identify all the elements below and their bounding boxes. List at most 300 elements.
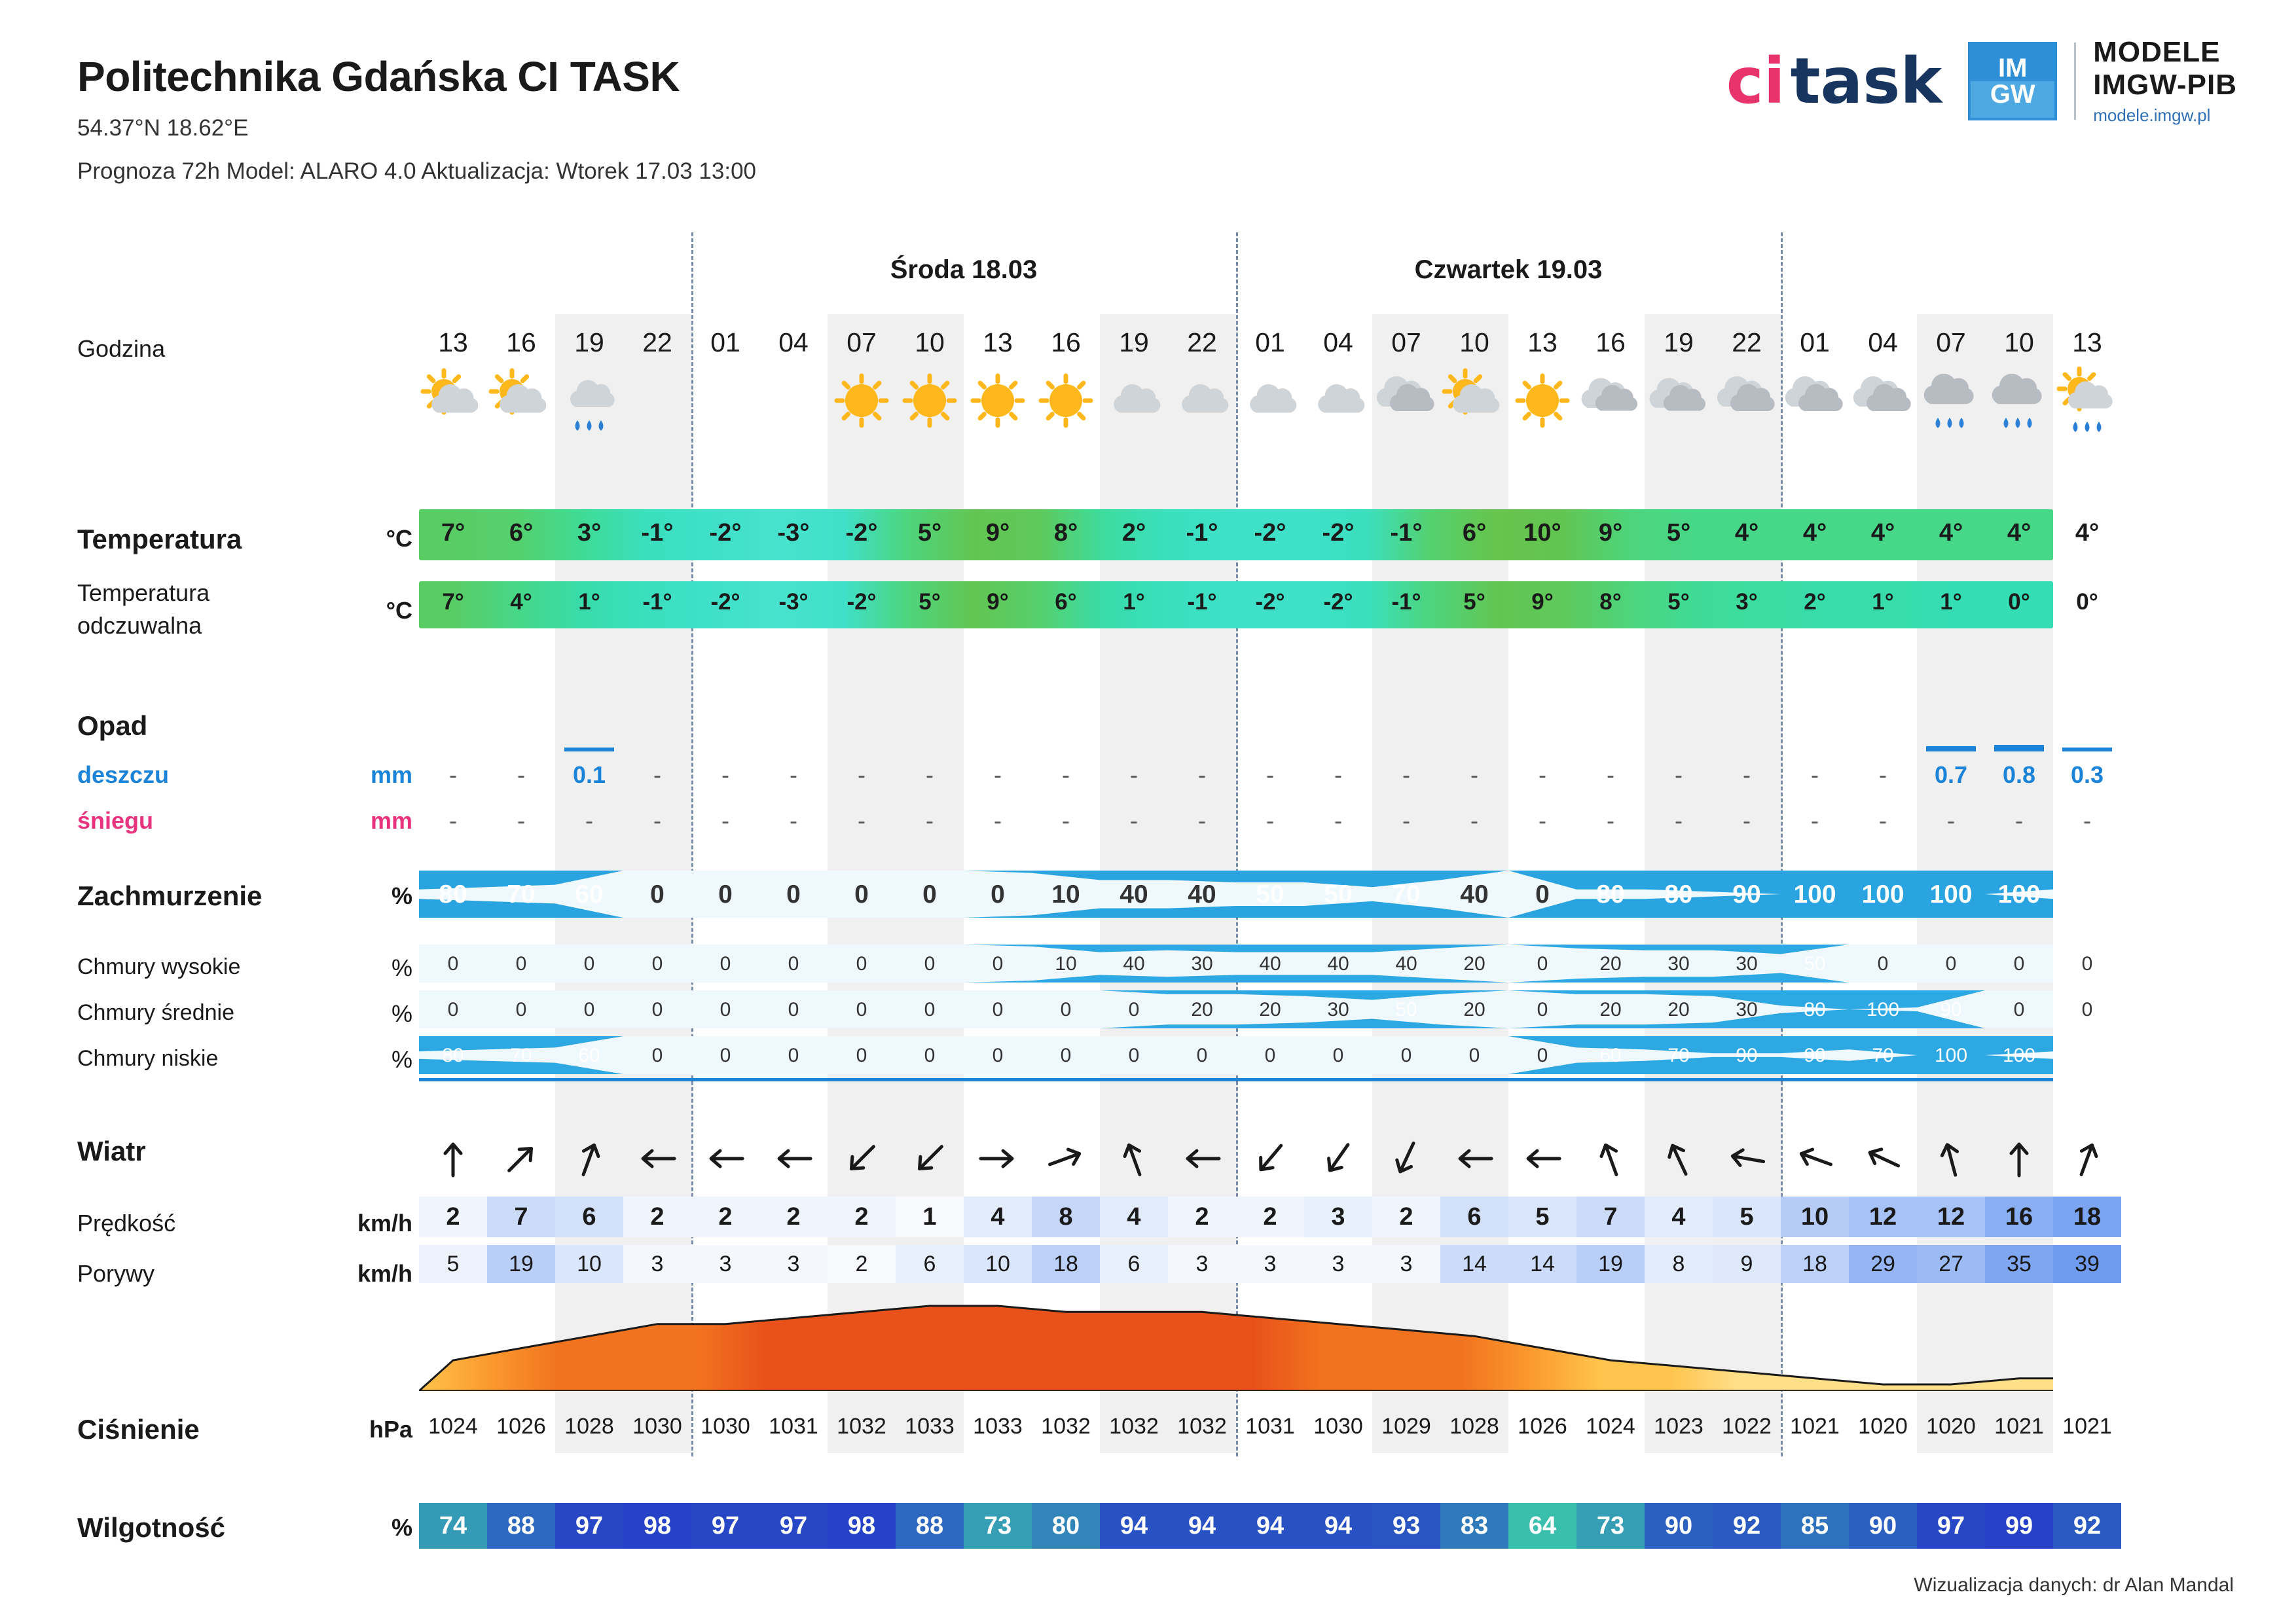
task-logo-text: task bbox=[1790, 44, 1942, 118]
humidity-value: 94 bbox=[1168, 1503, 1236, 1549]
apparent-temperature-value: 5° bbox=[1667, 589, 1690, 615]
cloud-low-value: 0 bbox=[1400, 1045, 1412, 1066]
temperature-value: 4° bbox=[1734, 519, 1759, 547]
weather-icon bbox=[487, 367, 555, 439]
temperature-value: 9° bbox=[1598, 519, 1623, 547]
apparent-temperature-value: 2° bbox=[1804, 589, 1826, 615]
rain-value: 0.1 bbox=[572, 761, 606, 788]
wind-gust-value: 3 bbox=[691, 1245, 759, 1283]
pressure-value: 1032 bbox=[1041, 1414, 1091, 1439]
cloud-cover-value: 80 bbox=[439, 880, 467, 909]
cloud-cover-value: 0 bbox=[1535, 880, 1550, 909]
wind-speed-value: 10 bbox=[1781, 1197, 1849, 1237]
unit-cisnienie: hPa bbox=[369, 1416, 412, 1443]
wind-speed-value: 12 bbox=[1849, 1197, 1917, 1237]
rain-bar bbox=[1926, 746, 1976, 751]
wind-direction-arrow bbox=[487, 1132, 555, 1185]
weather-icon bbox=[1781, 367, 1849, 439]
cloud-mid-value: 0 bbox=[788, 999, 799, 1020]
wind-speed-value: 2 bbox=[1372, 1197, 1440, 1237]
cloud-high-value: 40 bbox=[1327, 953, 1349, 975]
pressure-value: 1022 bbox=[1722, 1414, 1772, 1439]
wind-gust-value: 3 bbox=[1372, 1245, 1440, 1283]
wind-gust-value: 3 bbox=[1168, 1245, 1236, 1283]
pressure-value: 1026 bbox=[496, 1414, 546, 1439]
rain-value: 0.8 bbox=[2002, 761, 2036, 788]
cloud-cover-value: 0 bbox=[922, 880, 937, 909]
apparent-temperature-value: 6° bbox=[1055, 589, 1077, 615]
snow-value: - bbox=[1334, 807, 1342, 834]
wind-direction-arrow bbox=[1917, 1132, 1985, 1185]
pressure-value: 1032 bbox=[1109, 1414, 1159, 1439]
pressure-value: 1031 bbox=[1245, 1414, 1295, 1439]
cloud-cover-value: 100 bbox=[1929, 880, 1973, 909]
temperature-value: 10° bbox=[1523, 519, 1561, 547]
label-temperatura-odczuwalna-1: Temperatura bbox=[77, 579, 210, 606]
pressure-value: 1031 bbox=[769, 1414, 818, 1439]
weather-icon bbox=[691, 367, 759, 439]
cloud-high-value: 0 bbox=[992, 953, 1004, 975]
weather-icon bbox=[1713, 367, 1781, 439]
hour-label: 10 bbox=[1459, 327, 1489, 357]
cloud-cover-value: 40 bbox=[1460, 880, 1489, 909]
apparent-temperature-value: -2° bbox=[1255, 589, 1285, 615]
temperature-value: 9° bbox=[985, 519, 1010, 547]
pressure-value: 1030 bbox=[1313, 1414, 1363, 1439]
wind-gust-value: 3 bbox=[759, 1245, 828, 1283]
imgw-logo-line1: IM bbox=[1998, 53, 2028, 82]
weather-icon bbox=[1917, 367, 1985, 439]
wind-direction-arrow bbox=[1440, 1132, 1508, 1185]
rain-value: - bbox=[1198, 761, 1206, 788]
cloud-cover-value: 0 bbox=[718, 880, 733, 909]
apparent-temperature-value: 4° bbox=[510, 589, 532, 615]
cloud-cover-value: 80 bbox=[2073, 880, 2102, 909]
hour-label: 22 bbox=[642, 327, 672, 357]
cloud-high-value: 40 bbox=[1259, 953, 1281, 975]
cloud-high-value: 0 bbox=[720, 953, 731, 975]
cloud-low-value: 80 bbox=[2076, 1045, 2098, 1066]
wind-direction-arrow bbox=[419, 1132, 487, 1185]
wind-direction-arrow bbox=[1645, 1132, 1713, 1185]
label-godzina: Godzina bbox=[77, 335, 166, 362]
humidity-value: 97 bbox=[691, 1503, 759, 1549]
weather-icon bbox=[1849, 367, 1917, 439]
wind-speed-value: 5 bbox=[1713, 1197, 1781, 1237]
cloud-cover-value: 70 bbox=[1392, 880, 1421, 909]
weather-icon bbox=[759, 367, 828, 439]
apparent-temperature-value: 0° bbox=[2008, 589, 2030, 615]
cloud-high-value: 0 bbox=[583, 953, 595, 975]
humidity-value: 97 bbox=[555, 1503, 623, 1549]
wind-speed-value: 1 bbox=[896, 1197, 964, 1237]
wind-direction-arrow bbox=[964, 1132, 1032, 1185]
rain-value: - bbox=[1470, 761, 1478, 788]
hour-label: 01 bbox=[710, 327, 740, 357]
weather-icon bbox=[896, 367, 964, 439]
wind-speed-value: 2 bbox=[1236, 1197, 1304, 1237]
rain-value: - bbox=[1879, 761, 1887, 788]
wind-direction-arrow bbox=[1168, 1132, 1236, 1185]
hour-label: 13 bbox=[438, 327, 468, 357]
temperature-value: 4° bbox=[1802, 519, 1827, 547]
snow-value: - bbox=[926, 807, 934, 834]
temperature-value: -1° bbox=[1390, 519, 1423, 547]
temperature-value: 4° bbox=[2075, 519, 2100, 547]
cloud-mid-value: 0 bbox=[1537, 999, 1548, 1020]
wind-gust-value: 5 bbox=[419, 1245, 487, 1283]
cloud-cover-value: 50 bbox=[1256, 880, 1285, 909]
wind-speed-value: 4 bbox=[1100, 1197, 1168, 1237]
weather-icon bbox=[1985, 367, 2053, 439]
pressure-value: 1023 bbox=[1654, 1414, 1704, 1439]
humidity-value: 74 bbox=[419, 1503, 487, 1549]
apparent-temperature-value: 3° bbox=[1736, 589, 1758, 615]
weather-icon bbox=[1440, 367, 1508, 439]
hour-label: 07 bbox=[847, 327, 877, 357]
label-predkosc: Prędkość bbox=[77, 1210, 176, 1236]
hour-label: 04 bbox=[778, 327, 809, 357]
weather-icon bbox=[419, 367, 487, 439]
humidity-value: 98 bbox=[828, 1503, 896, 1549]
unit-sniegu: mm bbox=[370, 807, 412, 834]
hour-label: 04 bbox=[1868, 327, 1898, 357]
modele-block bbox=[2093, 36, 2237, 126]
wind-direction-arrow bbox=[1100, 1132, 1168, 1185]
apparent-temperature-value: 5° bbox=[919, 589, 941, 615]
temperature-value: 6° bbox=[1462, 519, 1487, 547]
wind-gust-value: 8 bbox=[1645, 1245, 1713, 1283]
cloud-low-value: 70 bbox=[1872, 1045, 1894, 1066]
temperature-value: 4° bbox=[1870, 519, 1895, 547]
pressure-value: 1033 bbox=[973, 1414, 1023, 1439]
wind-gust-value: 18 bbox=[1032, 1245, 1100, 1283]
cloud-mid-value: 0 bbox=[720, 999, 731, 1020]
snow-value: - bbox=[1402, 807, 1410, 834]
humidity-value: 83 bbox=[1440, 1503, 1508, 1549]
weather-icon bbox=[828, 367, 896, 439]
weather-icon bbox=[1508, 367, 1576, 439]
apparent-temperature-value: -1° bbox=[642, 589, 672, 615]
rain-value: - bbox=[1607, 761, 1614, 788]
apparent-temperature-value: 8° bbox=[1599, 589, 1622, 615]
weather-icon bbox=[1236, 367, 1304, 439]
cloud-low-value: 60 bbox=[578, 1045, 600, 1066]
temperature-value: 6° bbox=[509, 519, 534, 547]
cloud-mid-value: 0 bbox=[1128, 999, 1140, 1020]
pressure-value: 1028 bbox=[1449, 1414, 1499, 1439]
snow-value: - bbox=[653, 807, 661, 834]
unit-zachmurzenie: % bbox=[391, 882, 412, 909]
wind-speed-value: 6 bbox=[1440, 1197, 1508, 1237]
snow-value: - bbox=[1130, 807, 1138, 834]
wind-gust-value: 35 bbox=[1985, 1245, 2053, 1283]
cloud-high-value: 0 bbox=[2013, 953, 2025, 975]
wind-speed-value: 4 bbox=[1645, 1197, 1713, 1237]
snow-value: - bbox=[1539, 807, 1546, 834]
wind-speed-value: 7 bbox=[487, 1197, 555, 1237]
wind-gust-value: 6 bbox=[896, 1245, 964, 1283]
apparent-temperature-value: 1° bbox=[578, 589, 600, 615]
cloud-mid-value: 0 bbox=[447, 999, 459, 1020]
cloud-mid-value: 0 bbox=[2013, 999, 2025, 1020]
rain-bar bbox=[1994, 745, 2044, 751]
wind-direction-arrow bbox=[1713, 1132, 1781, 1185]
pressure-value: 1020 bbox=[1858, 1414, 1908, 1439]
cloud-mid-value: 0 bbox=[992, 999, 1004, 1020]
rain-value: - bbox=[1811, 761, 1819, 788]
snow-value: - bbox=[994, 807, 1002, 834]
cloud-low-value: 90 bbox=[1804, 1045, 1826, 1066]
snow-value: - bbox=[1947, 807, 1955, 834]
cloud-high-value: 0 bbox=[651, 953, 663, 975]
cloud-high-value: 0 bbox=[924, 953, 936, 975]
forecast-meta: Prognoza 72h Model: ALARO 4.0 Aktualizacja: Wtorek 17.03 13:00 bbox=[77, 158, 757, 184]
cloud-high-value: 0 bbox=[1945, 953, 1957, 975]
rain-value: - bbox=[1743, 761, 1751, 788]
label-temperatura: Temperatura bbox=[77, 524, 242, 554]
wind-speed-value: 3 bbox=[1304, 1197, 1372, 1237]
day-label-czwartek: Czwartek 19.03 bbox=[1414, 255, 1603, 284]
snow-value: - bbox=[1470, 807, 1478, 834]
cloud-cover-value: 100 bbox=[1861, 880, 1904, 909]
pressure-value: 1032 bbox=[1177, 1414, 1227, 1439]
pressure-value: 1028 bbox=[564, 1414, 614, 1439]
hour-label: 01 bbox=[1255, 327, 1285, 357]
wind-direction-arrow bbox=[896, 1132, 964, 1185]
temperature-value: -2° bbox=[1322, 519, 1355, 547]
wind-direction-arrow bbox=[555, 1132, 623, 1185]
apparent-temperature-value: -2° bbox=[710, 589, 740, 615]
cloud-low-value: 70 bbox=[1667, 1045, 1690, 1066]
weather-icon bbox=[2053, 367, 2121, 439]
temperature-value: 3° bbox=[577, 519, 602, 547]
rain-value: - bbox=[517, 761, 525, 788]
rain-value: - bbox=[721, 761, 729, 788]
snow-value: - bbox=[1062, 807, 1070, 834]
rain-value: - bbox=[653, 761, 661, 788]
label-chmury-wysokie: Chmury wysokie bbox=[77, 954, 241, 979]
apparent-temperature-value: 5° bbox=[1463, 589, 1485, 615]
cloud-high-value: 20 bbox=[1599, 953, 1622, 975]
label-deszczu: deszczu bbox=[77, 761, 170, 788]
day-label-sroda: Środa 18.03 bbox=[890, 255, 1038, 284]
rain-value: - bbox=[1402, 761, 1410, 788]
wind-speed-value: 2 bbox=[1168, 1197, 1236, 1237]
label-porywy: Porywy bbox=[77, 1260, 155, 1287]
wind-gust-value: 10 bbox=[964, 1245, 1032, 1283]
apparent-temperature-value: 1° bbox=[1872, 589, 1894, 615]
apparent-temperature-value: 7° bbox=[442, 589, 464, 615]
cloud-mid-value: 0 bbox=[856, 999, 867, 1020]
humidity-value: 88 bbox=[487, 1503, 555, 1549]
cloud-mid-value: 0 bbox=[924, 999, 936, 1020]
cloud-cover-value: 0 bbox=[854, 880, 869, 909]
cloud-mid-value: 20 bbox=[1191, 999, 1213, 1020]
wind-direction-arrow bbox=[623, 1132, 691, 1185]
cloud-high-value: 30 bbox=[1191, 953, 1213, 975]
cloud-cover-value: 40 bbox=[1120, 880, 1148, 909]
cloud-cover-value: 60 bbox=[575, 880, 604, 909]
apparent-temperature-value: -1° bbox=[1391, 589, 1421, 615]
apparent-temperature-value: 9° bbox=[987, 589, 1009, 615]
pressure-value: 1024 bbox=[1586, 1414, 1635, 1439]
cloud-mid-value: 30 bbox=[1736, 999, 1758, 1020]
wind-speed-value: 2 bbox=[759, 1197, 828, 1237]
cloud-mid-value: 90 bbox=[1940, 999, 1962, 1020]
wind-direction-arrow bbox=[1032, 1132, 1100, 1185]
label-chmury-srednie: Chmury średnie bbox=[77, 1000, 234, 1025]
cloud-cover-value: 40 bbox=[1188, 880, 1216, 909]
apparent-temperature-value: -2° bbox=[847, 589, 877, 615]
temperature-value: -2° bbox=[709, 519, 742, 547]
weather-icon bbox=[1100, 367, 1168, 439]
cloud-mid-value: 0 bbox=[1060, 999, 1072, 1020]
hour-label: 10 bbox=[2004, 327, 2034, 357]
humidity-value: 97 bbox=[1917, 1503, 1985, 1549]
cloud-low-value: 0 bbox=[1128, 1045, 1140, 1066]
hour-label: 10 bbox=[915, 327, 945, 357]
cloud-high-value: 0 bbox=[447, 953, 459, 975]
cloud-low-value: 0 bbox=[1060, 1045, 1072, 1066]
humidity-value: 64 bbox=[1508, 1503, 1576, 1549]
temperature-value: 4° bbox=[1939, 519, 1963, 547]
rain-value: - bbox=[1675, 761, 1683, 788]
cloud-cover-value: 0 bbox=[786, 880, 801, 909]
humidity-value: 99 bbox=[1985, 1503, 2053, 1549]
unit-temperatura-odczuwalna: °C bbox=[386, 597, 412, 624]
cloud-low-value: 0 bbox=[1196, 1045, 1208, 1066]
modele-line-2: IMGW-PIB bbox=[2093, 69, 2237, 101]
snow-value: - bbox=[517, 807, 525, 834]
weather-icon bbox=[1304, 367, 1372, 439]
cloud-high-value: 30 bbox=[1736, 953, 1758, 975]
cloud-high-value: 0 bbox=[1537, 953, 1548, 975]
wind-direction-arrow bbox=[1849, 1132, 1917, 1185]
wind-direction-arrow bbox=[2053, 1132, 2121, 1185]
hour-label: 16 bbox=[1051, 327, 1081, 357]
weather-icon bbox=[1372, 367, 1440, 439]
cloud-mid-value: 0 bbox=[583, 999, 595, 1020]
wind-speed-value: 8 bbox=[1032, 1197, 1100, 1237]
cloud-mid-value: 100 bbox=[1866, 999, 1900, 1020]
cloud-cover-value: 0 bbox=[650, 880, 665, 909]
apparent-temperature-value: 0° bbox=[2076, 589, 2098, 615]
apparent-temperature-value: 9° bbox=[1531, 589, 1554, 615]
pressure-value: 1029 bbox=[1381, 1414, 1431, 1439]
wind-gust-value: 39 bbox=[2053, 1245, 2121, 1283]
cloud-mid-value: 30 bbox=[1327, 999, 1349, 1020]
cloud-low-value: 0 bbox=[856, 1045, 867, 1066]
pressure-value: 1032 bbox=[837, 1414, 886, 1439]
cloud-low-value: 0 bbox=[992, 1045, 1004, 1066]
cloud-cover-value: 70 bbox=[507, 880, 536, 909]
cloud-low-value: 0 bbox=[924, 1045, 936, 1066]
wind-speed-value: 16 bbox=[1985, 1197, 2053, 1237]
cloud-cover-value: 10 bbox=[1051, 880, 1080, 909]
rain-value: - bbox=[449, 761, 457, 788]
wind-gust-value: 27 bbox=[1917, 1245, 1985, 1283]
weather-icon bbox=[623, 367, 691, 439]
wind-gust-value: 6 bbox=[1100, 1245, 1168, 1283]
temperature-value: 2° bbox=[1121, 519, 1146, 547]
cloud-mid-value: 0 bbox=[515, 999, 527, 1020]
unit-chmury-wysokie: % bbox=[391, 954, 412, 981]
rain-value: 0.7 bbox=[1934, 761, 1968, 788]
wind-gust-value: 3 bbox=[623, 1245, 691, 1283]
rain-value: - bbox=[994, 761, 1002, 788]
wind-direction-arrow bbox=[1236, 1132, 1304, 1185]
pressure-value: 1021 bbox=[1994, 1414, 2044, 1439]
unit-deszczu: mm bbox=[370, 761, 412, 788]
hour-label: 13 bbox=[983, 327, 1013, 357]
apparent-temperature-value: -3° bbox=[778, 589, 809, 615]
cloud-high-value: 30 bbox=[1667, 953, 1690, 975]
humidity-value: 90 bbox=[1849, 1503, 1917, 1549]
snow-value: - bbox=[1811, 807, 1819, 834]
humidity-value: 93 bbox=[1372, 1503, 1440, 1549]
humidity-value: 94 bbox=[1100, 1503, 1168, 1549]
apparent-temperature-value: -1° bbox=[1187, 589, 1217, 615]
hour-label: 19 bbox=[574, 327, 604, 357]
weather-icon bbox=[1032, 367, 1100, 439]
cloud-mid-value: 20 bbox=[1599, 999, 1622, 1020]
wind-direction-arrow bbox=[1508, 1132, 1576, 1185]
hour-label: 04 bbox=[1323, 327, 1353, 357]
ci-logo-text: ci bbox=[1726, 44, 1785, 118]
cloud-cover-value: 100 bbox=[1997, 880, 2041, 909]
rain-value: 0.3 bbox=[2070, 761, 2104, 788]
cloud-mid-value: 50 bbox=[1395, 999, 1417, 1020]
hour-label: 07 bbox=[1936, 327, 1966, 357]
cloud-section-underline bbox=[419, 1078, 2053, 1081]
cloud-cover-value: 50 bbox=[1324, 880, 1353, 909]
wind-direction-arrow bbox=[1985, 1132, 2053, 1185]
wind-direction-arrow bbox=[1372, 1132, 1440, 1185]
temperature-value: 8° bbox=[1053, 519, 1078, 547]
wind-direction-arrow bbox=[1576, 1132, 1645, 1185]
humidity-value: 97 bbox=[759, 1503, 828, 1549]
wind-speed-value: 18 bbox=[2053, 1197, 2121, 1237]
hour-label: 16 bbox=[506, 327, 536, 357]
label-opad: Opad bbox=[77, 710, 148, 741]
label-wiatr: Wiatr bbox=[77, 1136, 146, 1166]
cloud-mid-value: 0 bbox=[2081, 999, 2093, 1020]
wind-gust-value: 14 bbox=[1440, 1245, 1508, 1283]
cloud-low-value: 0 bbox=[720, 1045, 731, 1066]
humidity-value: 88 bbox=[896, 1503, 964, 1549]
rain-value: - bbox=[1266, 761, 1274, 788]
unit-chmury-niskie: % bbox=[391, 1046, 412, 1073]
humidity-value: 73 bbox=[1576, 1503, 1645, 1549]
wind-gust-value: 2 bbox=[828, 1245, 896, 1283]
humidity-value: 92 bbox=[2053, 1503, 2121, 1549]
pressure-value: 1030 bbox=[632, 1414, 682, 1439]
pressure-value: 1021 bbox=[2062, 1414, 2112, 1439]
label-sniegu: śniegu bbox=[77, 807, 154, 834]
hour-label: 07 bbox=[1391, 327, 1421, 357]
humidity-value: 92 bbox=[1713, 1503, 1781, 1549]
humidity-value: 90 bbox=[1645, 1503, 1713, 1549]
modele-url: modele.imgw.pl bbox=[2093, 105, 2211, 125]
pressure-value: 1020 bbox=[1926, 1414, 1976, 1439]
hour-label: 19 bbox=[1664, 327, 1694, 357]
weather-icon bbox=[1576, 367, 1645, 439]
snow-value: - bbox=[1198, 807, 1206, 834]
snow-value: - bbox=[858, 807, 866, 834]
coordinates: 54.37°N 18.62°E bbox=[77, 115, 249, 141]
weather-icon bbox=[1168, 367, 1236, 439]
